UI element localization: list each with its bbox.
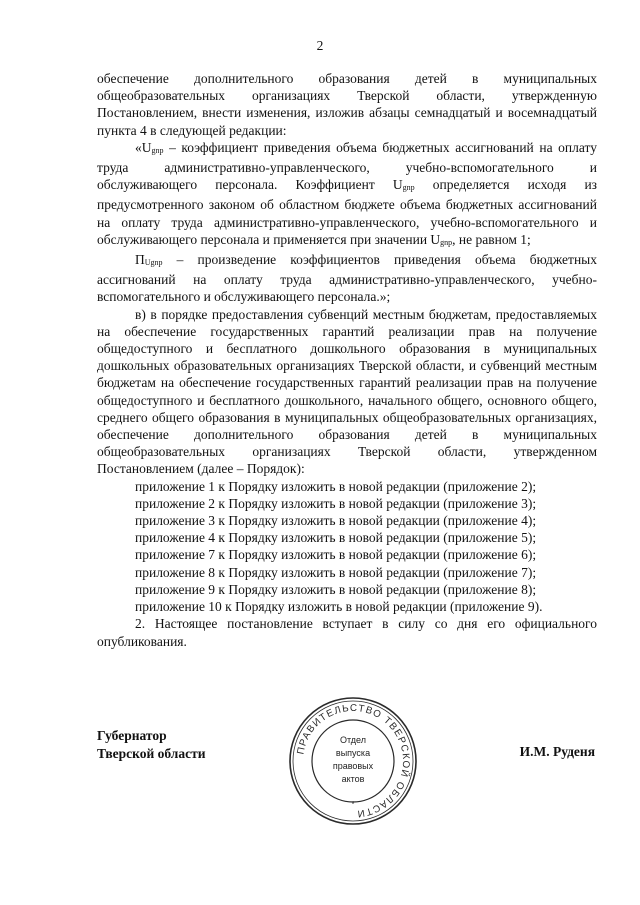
intro-paragraph: обеспечение дополнительного образования детей в муниципальных общеобразовательных организациях Тверской области, утвержденную Постановлением, внести изменения, изложив абзацы семнадцатый и восемнадцатый пункта 4 в следующей редакции: — [97, 71, 597, 138]
coefficient-p-text: – произведение коэффициентов приведения объема бюджетных ассигнований на оплату труда административно-управленческого, учебно-вспомогательного и обслуживающего персонала.»; — [97, 252, 597, 305]
appendix-line: приложение 3 к Порядку изложить в новой редакции (приложение 4); — [135, 513, 537, 529]
appendix-line: приложение 10 к Порядку изложить в новой редакции (приложение 9). — [135, 599, 543, 615]
stamp-center-line-3: правовых — [332, 761, 374, 771]
coefficient-p-paragraph — [97, 251, 597, 306]
appendix-line: приложение 9 к Порядку изложить в новой редакции (приложение 8); — [135, 581, 537, 597]
stamp-star-icon: * — [351, 800, 355, 809]
coefficient-u-text-c: , не равном 1; — [452, 231, 531, 247]
page-number: 2 — [316, 38, 324, 53]
paragraph-v: в) в порядке предоставления субвенций местным бюджетам, предоставляемых на обеспечение государственных гарантий реализации прав на получение общедоступного и бесплатного дошкольного образования в муниципальных дошкольных образовательных организациях Тверской области, и субвенций местным бюджетам на обеспечение государственных гарантий реализации прав на получение общедоступного и бесплатного дошкольного, начального общего, основного общего, среднего общего образования в муниципальных общеобразовательных организациях, обеспечение дополнительного образования детей в муниципальных общеобразовательных организациях Тверской области, утвержденном Постановлением (далее – Порядок): — [97, 306, 597, 477]
coefficient-p-symbol: П — [135, 252, 145, 268]
appendix-list — [97, 478, 597, 616]
appendix-line: приложение 4 к Порядку изложить в новой редакции (приложение 5); — [135, 530, 537, 546]
appendix-line: приложение 2 к Порядку изложить в новой редакции (приложение 3); — [135, 495, 537, 511]
coefficient-u-subscript-2: gnp — [402, 183, 415, 193]
document-body — [97, 70, 597, 650]
coefficient-u-text-a: – коэффициент приведения объема бюджетных ассигнований на оплату труда административно-управленческого, учебно-вспомогательного и обслуживающего персонала. Коэффициент U — [97, 139, 597, 193]
stamp-ring-text: ПРАВИТЕЛЬСТВО ТВЕРСКОЙ ОБЛАСТИ — [295, 702, 412, 819]
signatory-title-line-1: Губернатор — [97, 728, 167, 743]
stamp-center-line-4: актов — [341, 774, 365, 784]
appendix-line: приложение 7 к Порядку изложить в новой редакции (приложение 6); — [135, 547, 537, 563]
coefficient-u-text-b: определяется исходя из предусмотренного законом об областном бюджете объема бюджетных ассигнований на оплату труда административно-управленческого, учебно-вспомогательного и обслуживающего персонала и применяется при значении U — [97, 177, 597, 247]
coefficient-u-subscript-3: gnp — [440, 237, 453, 247]
coefficient-u-subscript: gnp — [151, 145, 164, 155]
signatory-name: И.М. Руденя — [519, 744, 595, 759]
stamp-center-line-2: выпуска — [335, 748, 371, 758]
signatory-title-line-2: Тверской области — [97, 746, 206, 761]
appendix-line: приложение 1 к Порядку изложить в новой редакции (приложение 2); — [135, 478, 537, 494]
signatory-title — [97, 727, 206, 763]
stamp-center-line-1: Отдел — [339, 735, 367, 745]
official-stamp — [287, 695, 419, 827]
coefficient-u-paragraph — [97, 139, 597, 251]
coefficient-u-symbol: «U — [135, 139, 152, 155]
stamp-graphic — [287, 695, 419, 827]
coefficient-p-subscript: Ugnp — [144, 258, 163, 268]
paragraph-2: 2. Настоящее постановление вступает в силу со дня его официального опубликования. — [97, 616, 597, 649]
appendix-line: приложение 8 к Порядку изложить в новой редакции (приложение 7); — [135, 564, 537, 580]
